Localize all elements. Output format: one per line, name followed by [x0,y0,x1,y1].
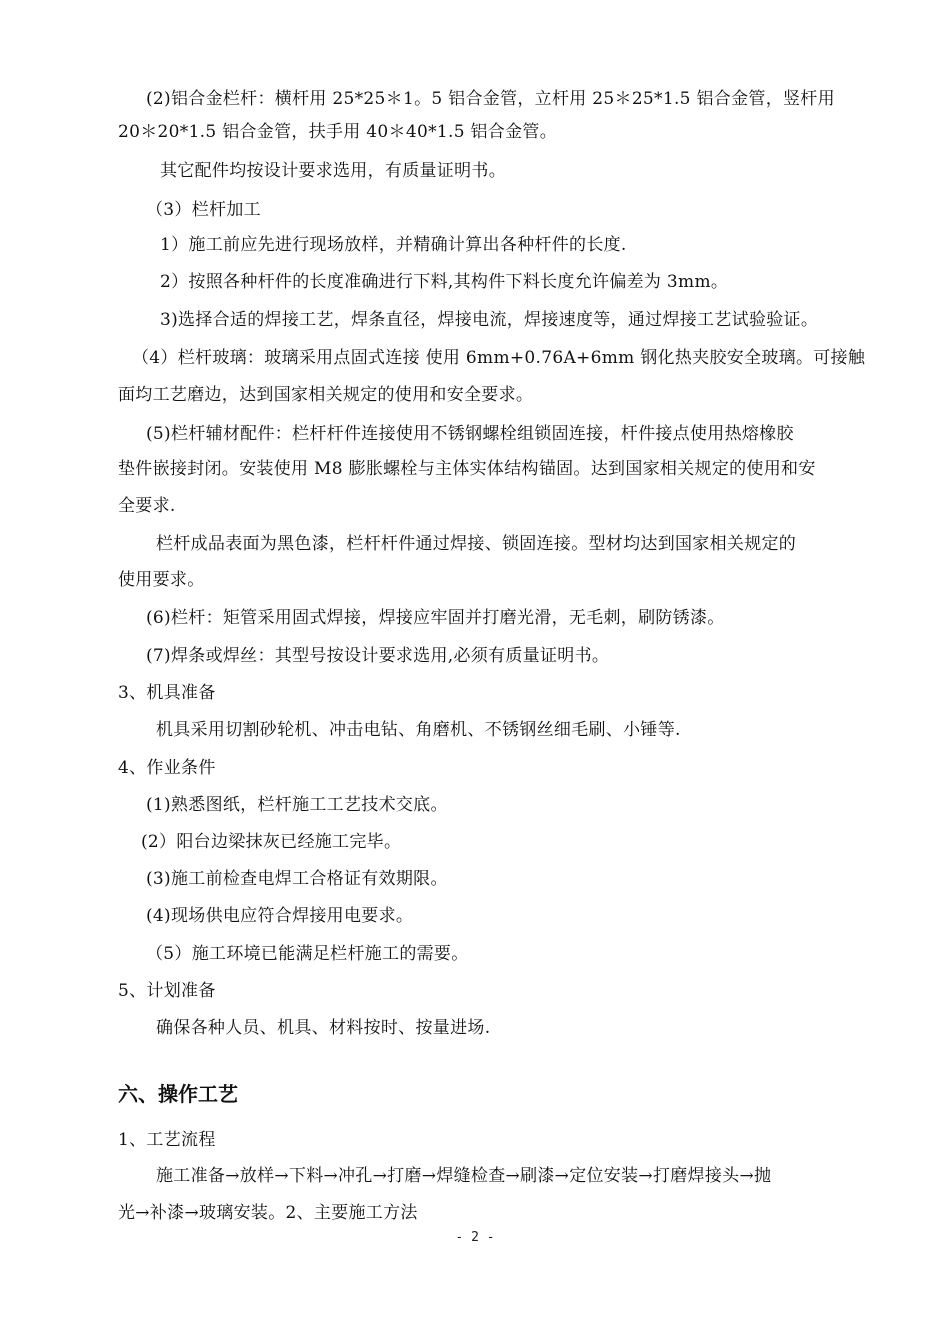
paragraph-line: 确保各种人员、机具、材料按时、按量进场. [156,1018,491,1038]
list-item: 3)选择合适的焊接工艺，焊条直径，焊接电流，焊接速度等，通过焊接工艺试验验证。 [160,310,819,330]
section-heading: 六、操作工艺 [118,1082,238,1106]
paragraph-line: 20＊20*1.5 铝合金管，扶手用 40＊40*1.5 铝合金管。 [118,122,558,142]
paragraph-line: (6)栏杆：矩管采用固式焊接，焊接应牢固并打磨光滑，无毛刺，刷防锈漆。 [146,608,725,628]
subsection-title: 1、工艺流程 [118,1130,216,1150]
list-item: 1）施工前应先进行现场放样，并精确计算出各种杆件的长度. [160,235,627,255]
paragraph-line: 全要求. [118,496,176,516]
list-item: (3)施工前检查电焊工合格证有效期限。 [146,869,448,889]
paragraph-line: 其它配件均按设计要求选用，有质量证明书。 [160,161,506,181]
paragraph-line: (5)栏杆辅材配件：栏杆杆件连接使用不锈钢螺栓组锁固连接，杆件接点使用热熔橡胶 [146,424,794,444]
paragraph-line: （4）栏杆玻璃：玻璃采用点固式连接 使用 6mm+0.76A+6mm 钢化热夹胶安全玻璃。可接触 [132,348,866,368]
subsection-title: 5、计划准备 [118,981,216,1001]
list-item: (1)熟悉图纸，栏杆施工工艺技术交底。 [146,795,448,815]
paragraph-line: (7)焊条或焊丝：其型号按设计要求选用,必须有质量证明书。 [146,646,610,666]
list-item: (4)现场供电应符合焊接用电要求。 [146,906,414,926]
subsection-title: 3、机具准备 [118,683,216,703]
paragraph-line: 面均工艺磨边，达到国家相关规定的使用和安全要求。 [118,385,534,405]
paragraph-line: 栏杆成品表面为黑色漆，栏杆杆件通过焊接、锁固连接。型材均达到国家相关规定的 [156,534,797,554]
page-number: - 2 - [455,1230,495,1245]
paragraph-line: 机具采用切割砂轮机、冲击电钻、角磨机、不锈钢丝细毛刷、小锤等. [156,720,681,740]
paragraph-line: 施工准备→放样→下料→冲孔→打磨→焊缝检查→刷漆→定位安装→打磨焊接头→抛 [156,1166,772,1186]
paragraph-line: 垫件嵌接封闭。安装使用 M8 膨胀螺栓与主体实体结构锚固。达到国家相关规定的使用和安 [118,459,816,479]
list-item: (2）阳台边梁抹灰已经施工完毕。 [141,832,402,852]
list-item: （5）施工环境已能满足栏杆施工的需要。 [146,944,469,964]
subsection-title: （3）栏杆加工 [146,200,261,220]
paragraph-line: 使用要求。 [118,570,205,590]
subsection-title: 4、作业条件 [118,758,216,778]
paragraph-line: (2)铝合金栏杆：横杆用 25*25＊1。5 铝合金管，立杆用 25＊25*1.5 铝合金管，竖杆用 [146,89,835,109]
paragraph-line: 光→补漆→玻璃安装。2、主要施工方法 [118,1203,418,1223]
list-item: 2）按照各种杆件的长度准确进行下料,其构件下料长度允许偏差为 3mm。 [160,272,729,292]
